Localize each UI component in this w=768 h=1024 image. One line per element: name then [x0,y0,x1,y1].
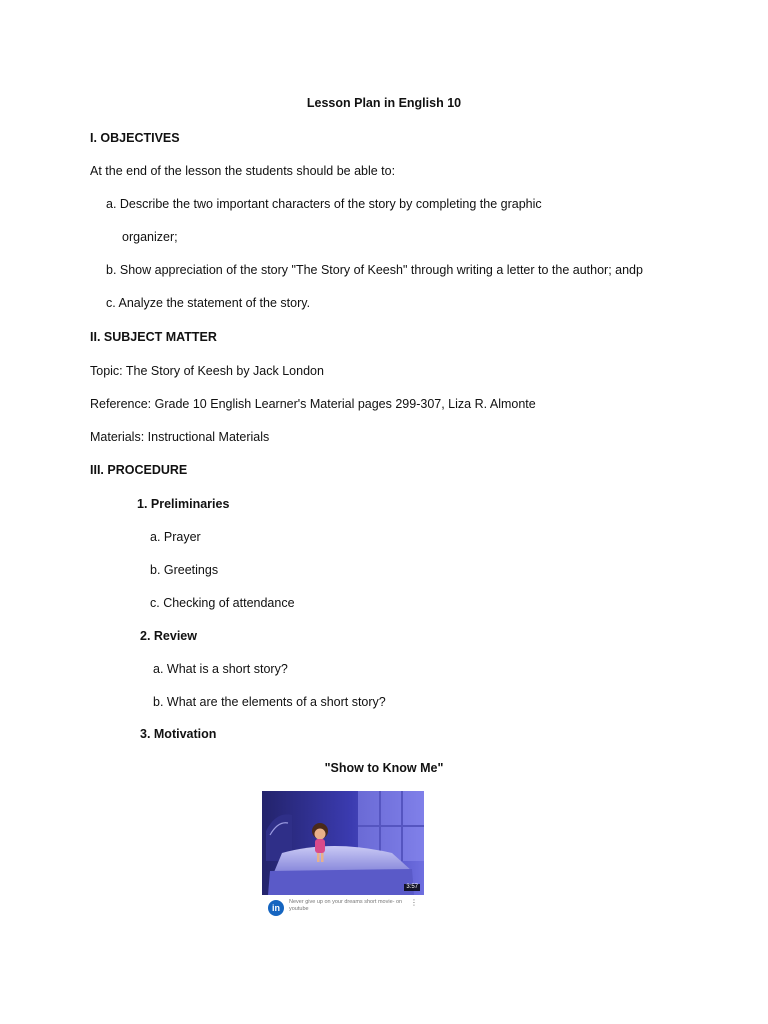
preliminaries-heading: 1. Preliminaries [137,497,230,511]
topic-line [90,363,324,379]
activity-title: "Show to Know Me" [324,761,444,775]
more-vert-icon[interactable]: ⋮ [410,898,418,907]
reference-line [90,396,536,412]
reference-label: Reference: [90,397,152,411]
channel-avatar-icon: in [268,900,284,916]
document-title: Lesson Plan in English 10 [306,96,462,110]
video-scene-image [262,791,424,895]
attendance-item: c. Checking of attendance [150,596,295,610]
review-heading: 2. Review [140,629,197,643]
video-caption-row[interactable] [262,896,424,920]
review-question-b: b. What are the elements of a short story? [153,695,386,709]
objectives-intro: At the end of the lesson the students should be able to: [90,164,396,178]
subject-matter-heading: II. SUBJECT MATTER [90,330,217,344]
review-question-a: a. What is a short story? [153,662,288,676]
objective-a-line1: a. Describe the two important characters of the story by completing the graphic [106,197,542,211]
materials-value: Instructional Materials [147,430,270,444]
topic-label: Topic: [90,364,123,378]
video-thumbnail[interactable] [262,791,424,895]
video-caption: Never give up on your dreams short movie- on youtube [289,899,403,912]
objective-b: b. Show appreciation of the story "The Story of Keesh" through writing a letter to the author; andp [106,263,643,277]
video-duration-badge: 3:57 [406,884,418,890]
procedure-heading: III. PROCEDURE [90,463,188,477]
motivation-heading: 3. Motivation [140,727,217,741]
materials-label: Materials: [90,430,145,444]
reference-value: Grade 10 English Learner's Material pages 299-307, Liza R. Almonte [154,397,536,411]
objective-a-line2: organizer; [122,230,178,244]
objective-c: c. Analyze the statement of the story. [106,296,311,310]
greetings-item: b. Greetings [150,563,219,577]
materials-line [90,429,269,445]
topic-value: The Story of Keesh by Jack London [125,364,324,378]
objectives-heading: I. OBJECTIVES [90,131,180,145]
prayer-item: a. Prayer [150,530,201,544]
